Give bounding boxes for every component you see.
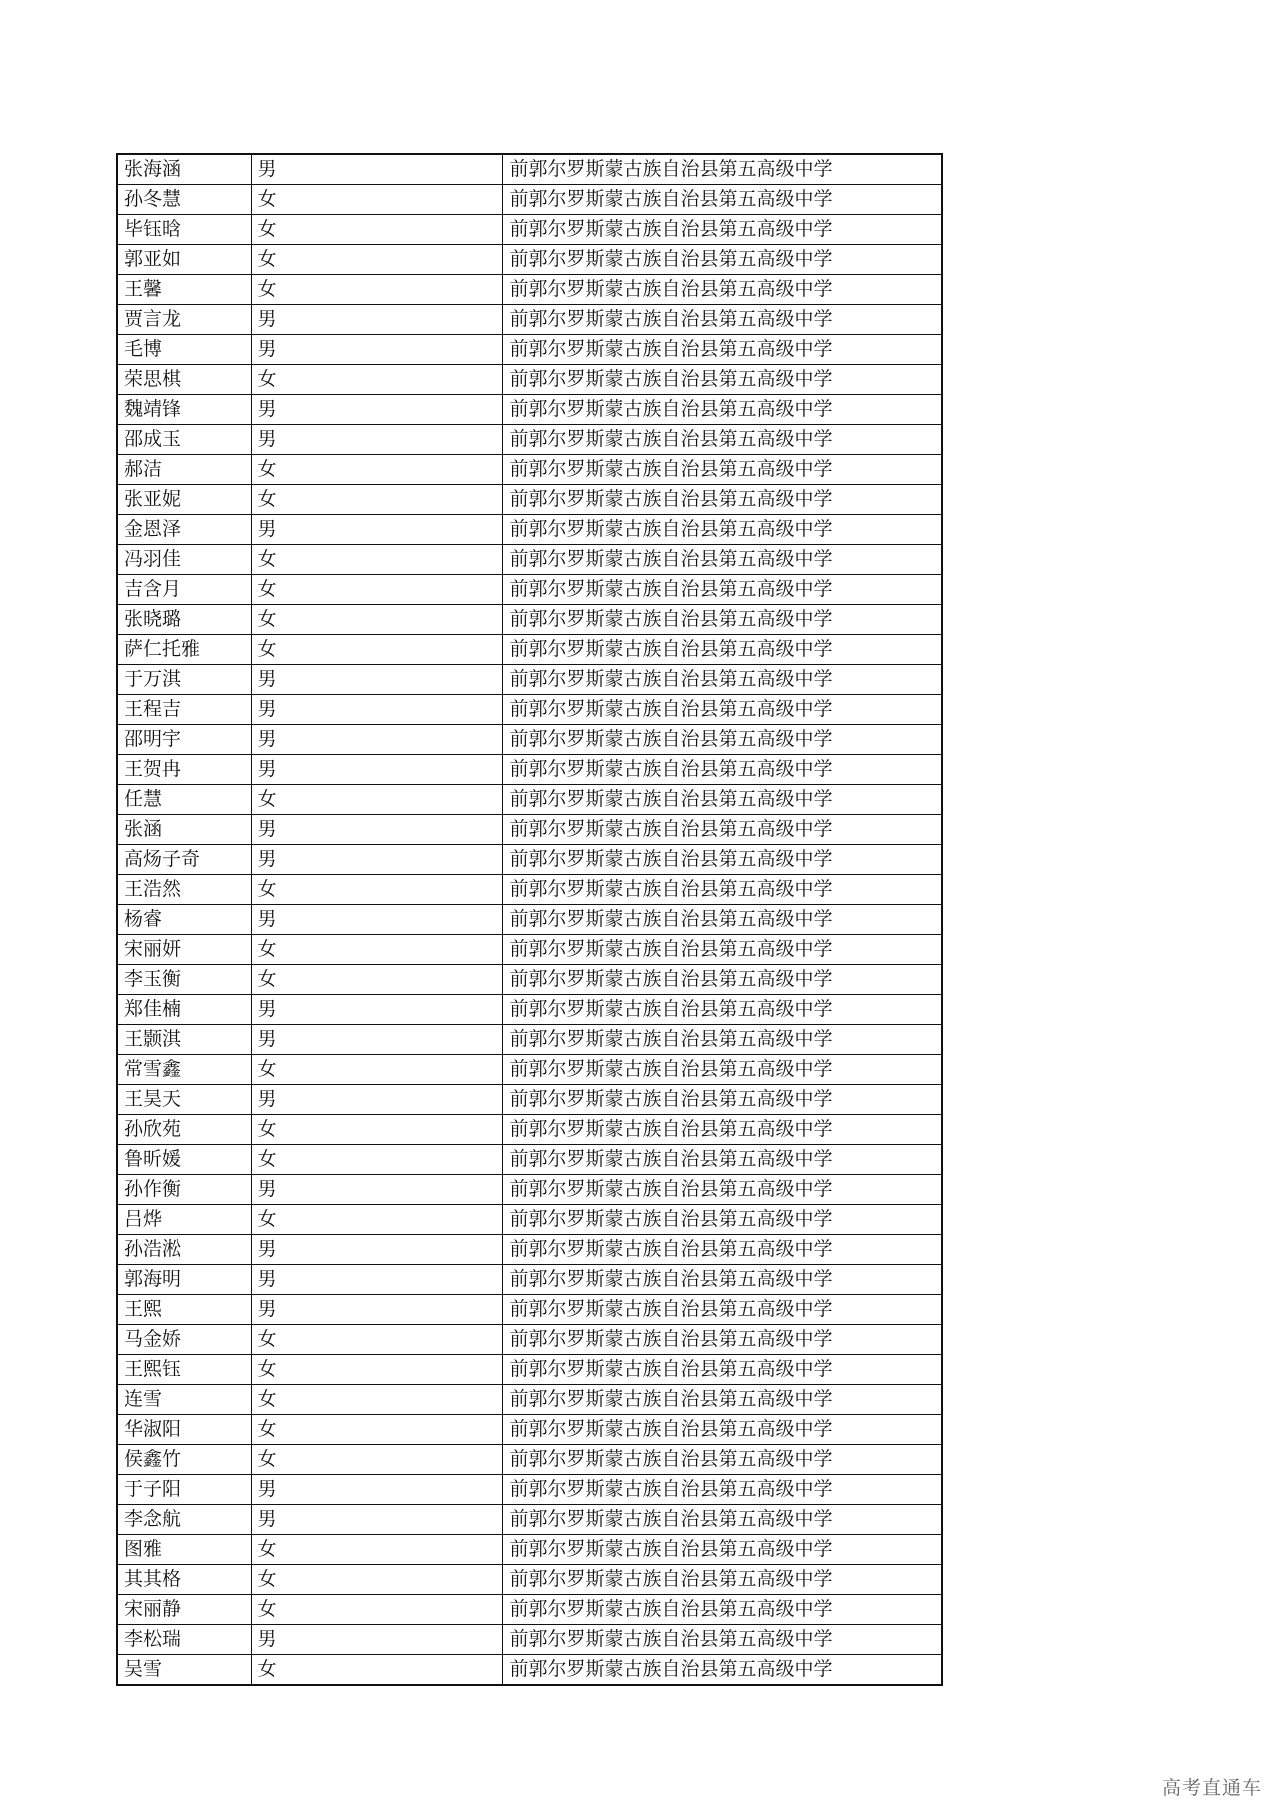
student-name-cell: 张海涵	[117, 154, 251, 185]
gender-cell: 女	[251, 1205, 502, 1235]
school-cell: 前郭尔罗斯蒙古族自治县第五高级中学	[502, 1535, 942, 1565]
school-cell: 前郭尔罗斯蒙古族自治县第五高级中学	[502, 485, 942, 515]
gender-cell: 女	[251, 1595, 502, 1625]
student-name-cell: 孙作衡	[117, 1175, 251, 1205]
school-cell: 前郭尔罗斯蒙古族自治县第五高级中学	[502, 905, 942, 935]
student-name-cell: 王馨	[117, 275, 251, 305]
table-row	[117, 905, 942, 935]
student-name-cell: 其其格	[117, 1565, 251, 1595]
gender-cell: 女	[251, 1535, 502, 1565]
student-name-cell: 宋丽妍	[117, 935, 251, 965]
table-row	[117, 1655, 942, 1686]
student-name-cell: 吕烨	[117, 1205, 251, 1235]
table-row	[117, 965, 942, 995]
table-row	[117, 1055, 942, 1085]
school-cell: 前郭尔罗斯蒙古族自治县第五高级中学	[502, 1145, 942, 1175]
table-row	[117, 1445, 942, 1475]
gender-cell: 男	[251, 665, 502, 695]
gender-cell: 女	[251, 1145, 502, 1175]
gender-cell: 女	[251, 485, 502, 515]
table-row	[117, 245, 942, 275]
table-row	[117, 425, 942, 455]
student-name-cell: 吉含月	[117, 575, 251, 605]
school-cell: 前郭尔罗斯蒙古族自治县第五高级中学	[502, 1325, 942, 1355]
gender-cell: 女	[251, 575, 502, 605]
table-row	[117, 455, 942, 485]
school-cell: 前郭尔罗斯蒙古族自治县第五高级中学	[502, 935, 942, 965]
table-row	[117, 1505, 942, 1535]
gender-cell: 女	[251, 1385, 502, 1415]
gender-cell: 女	[251, 1055, 502, 1085]
student-name-cell: 李松瑞	[117, 1625, 251, 1655]
student-name-cell: 杨睿	[117, 905, 251, 935]
school-cell: 前郭尔罗斯蒙古族自治县第五高级中学	[502, 665, 942, 695]
school-cell: 前郭尔罗斯蒙古族自治县第五高级中学	[502, 1445, 942, 1475]
school-cell: 前郭尔罗斯蒙古族自治县第五高级中学	[502, 154, 942, 185]
gender-cell: 男	[251, 845, 502, 875]
table-row	[117, 1625, 942, 1655]
gender-cell: 男	[251, 335, 502, 365]
school-cell: 前郭尔罗斯蒙古族自治县第五高级中学	[502, 725, 942, 755]
table-row	[117, 335, 942, 365]
gender-cell: 女	[251, 1655, 502, 1686]
table-row	[117, 815, 942, 845]
gender-cell: 男	[251, 995, 502, 1025]
school-cell: 前郭尔罗斯蒙古族自治县第五高级中学	[502, 635, 942, 665]
gender-cell: 男	[251, 1235, 502, 1265]
gender-cell: 男	[251, 1265, 502, 1295]
student-name-cell: 宋丽静	[117, 1595, 251, 1625]
gender-cell: 女	[251, 1115, 502, 1145]
school-cell: 前郭尔罗斯蒙古族自治县第五高级中学	[502, 455, 942, 485]
gender-cell: 男	[251, 515, 502, 545]
school-cell: 前郭尔罗斯蒙古族自治县第五高级中学	[502, 1295, 942, 1325]
school-cell: 前郭尔罗斯蒙古族自治县第五高级中学	[502, 425, 942, 455]
student-name-cell: 王贺冉	[117, 755, 251, 785]
table-row	[117, 1235, 942, 1265]
school-cell: 前郭尔罗斯蒙古族自治县第五高级中学	[502, 545, 942, 575]
gender-cell: 女	[251, 455, 502, 485]
school-cell: 前郭尔罗斯蒙古族自治县第五高级中学	[502, 1355, 942, 1385]
gender-cell: 女	[251, 275, 502, 305]
school-cell: 前郭尔罗斯蒙古族自治县第五高级中学	[502, 275, 942, 305]
table-row	[117, 395, 942, 425]
table-row	[117, 1535, 942, 1565]
table-row	[117, 485, 942, 515]
gender-cell: 女	[251, 1565, 502, 1595]
student-name-cell: 常雪鑫	[117, 1055, 251, 1085]
school-cell: 前郭尔罗斯蒙古族自治县第五高级中学	[502, 1175, 942, 1205]
student-name-cell: 王熙	[117, 1295, 251, 1325]
gender-cell: 男	[251, 1505, 502, 1535]
school-cell: 前郭尔罗斯蒙古族自治县第五高级中学	[502, 695, 942, 725]
gender-cell: 女	[251, 785, 502, 815]
table-row	[117, 665, 942, 695]
gender-cell: 女	[251, 1415, 502, 1445]
table-row	[117, 875, 942, 905]
gender-cell: 女	[251, 245, 502, 275]
roster-table	[116, 153, 943, 1686]
gender-cell: 男	[251, 1175, 502, 1205]
school-cell: 前郭尔罗斯蒙古族自治县第五高级中学	[502, 1085, 942, 1115]
school-cell: 前郭尔罗斯蒙古族自治县第五高级中学	[502, 245, 942, 275]
gender-cell: 男	[251, 1625, 502, 1655]
gender-cell: 男	[251, 815, 502, 845]
gender-cell: 男	[251, 1025, 502, 1055]
table-row	[117, 275, 942, 305]
table-row	[117, 575, 942, 605]
gender-cell: 男	[251, 1475, 502, 1505]
gender-cell: 女	[251, 605, 502, 635]
school-cell: 前郭尔罗斯蒙古族自治县第五高级中学	[502, 815, 942, 845]
student-name-cell: 王颢淇	[117, 1025, 251, 1055]
table-row	[117, 215, 942, 245]
table-row	[117, 635, 942, 665]
gender-cell: 男	[251, 755, 502, 785]
watermark-text: 高考直通车	[1161, 1777, 1262, 1799]
school-cell: 前郭尔罗斯蒙古族自治县第五高级中学	[502, 1595, 942, 1625]
school-cell: 前郭尔罗斯蒙古族自治县第五高级中学	[502, 515, 942, 545]
school-cell: 前郭尔罗斯蒙古族自治县第五高级中学	[502, 1625, 942, 1655]
student-name-cell: 吴雪	[117, 1655, 251, 1686]
table-row	[117, 154, 942, 185]
student-name-cell: 孙欣苑	[117, 1115, 251, 1145]
school-cell: 前郭尔罗斯蒙古族自治县第五高级中学	[502, 845, 942, 875]
gender-cell: 女	[251, 215, 502, 245]
student-name-cell: 孙冬慧	[117, 185, 251, 215]
school-cell: 前郭尔罗斯蒙古族自治县第五高级中学	[502, 1265, 942, 1295]
gender-cell: 男	[251, 395, 502, 425]
school-cell: 前郭尔罗斯蒙古族自治县第五高级中学	[502, 965, 942, 995]
table-row	[117, 1175, 942, 1205]
table-row	[117, 1385, 942, 1415]
table-row	[117, 515, 942, 545]
table-row	[117, 725, 942, 755]
gender-cell: 女	[251, 935, 502, 965]
student-name-cell: 冯羽佳	[117, 545, 251, 575]
student-name-cell: 荣思棋	[117, 365, 251, 395]
student-name-cell: 图雅	[117, 1535, 251, 1565]
school-cell: 前郭尔罗斯蒙古族自治县第五高级中学	[502, 1205, 942, 1235]
gender-cell: 女	[251, 875, 502, 905]
student-name-cell: 孙浩淞	[117, 1235, 251, 1265]
table-row	[117, 365, 942, 395]
table-row	[117, 755, 942, 785]
student-name-cell: 王程吉	[117, 695, 251, 725]
student-name-cell: 张晓璐	[117, 605, 251, 635]
school-cell: 前郭尔罗斯蒙古族自治县第五高级中学	[502, 1055, 942, 1085]
school-cell: 前郭尔罗斯蒙古族自治县第五高级中学	[502, 755, 942, 785]
school-cell: 前郭尔罗斯蒙古族自治县第五高级中学	[502, 1415, 942, 1445]
table-row	[117, 1295, 942, 1325]
table-row	[117, 1115, 942, 1145]
gender-cell: 女	[251, 1445, 502, 1475]
table-row	[117, 305, 942, 335]
table-row	[117, 845, 942, 875]
gender-cell: 女	[251, 185, 502, 215]
school-cell: 前郭尔罗斯蒙古族自治县第五高级中学	[502, 875, 942, 905]
student-name-cell: 于子阳	[117, 1475, 251, 1505]
gender-cell: 男	[251, 154, 502, 185]
student-name-cell: 毛博	[117, 335, 251, 365]
school-cell: 前郭尔罗斯蒙古族自治县第五高级中学	[502, 605, 942, 635]
table-row	[117, 785, 942, 815]
student-name-cell: 张涵	[117, 815, 251, 845]
school-cell: 前郭尔罗斯蒙古族自治县第五高级中学	[502, 995, 942, 1025]
gender-cell: 男	[251, 905, 502, 935]
student-name-cell: 金恩泽	[117, 515, 251, 545]
gender-cell: 男	[251, 425, 502, 455]
school-cell: 前郭尔罗斯蒙古族自治县第五高级中学	[502, 1565, 942, 1595]
student-name-cell: 萨仁托雅	[117, 635, 251, 665]
student-name-cell: 郑佳楠	[117, 995, 251, 1025]
table-row	[117, 1415, 942, 1445]
table-row	[117, 545, 942, 575]
table-row	[117, 935, 942, 965]
school-cell: 前郭尔罗斯蒙古族自治县第五高级中学	[502, 1655, 942, 1686]
table-row	[117, 185, 942, 215]
student-name-cell: 华淑阳	[117, 1415, 251, 1445]
school-cell: 前郭尔罗斯蒙古族自治县第五高级中学	[502, 335, 942, 365]
school-cell: 前郭尔罗斯蒙古族自治县第五高级中学	[502, 785, 942, 815]
gender-cell: 女	[251, 545, 502, 575]
table-row	[117, 1355, 942, 1385]
student-name-cell: 侯鑫竹	[117, 1445, 251, 1475]
student-name-cell: 张亚妮	[117, 485, 251, 515]
gender-cell: 女	[251, 1355, 502, 1385]
student-name-cell: 郝洁	[117, 455, 251, 485]
student-name-cell: 高炀子奇	[117, 845, 251, 875]
student-name-cell: 贾言龙	[117, 305, 251, 335]
student-name-cell: 王昊天	[117, 1085, 251, 1115]
table-row	[117, 1025, 942, 1055]
table-row	[117, 1145, 942, 1175]
table-row	[117, 695, 942, 725]
school-cell: 前郭尔罗斯蒙古族自治县第五高级中学	[502, 395, 942, 425]
table-row	[117, 995, 942, 1025]
gender-cell: 男	[251, 1085, 502, 1115]
table-row	[117, 1565, 942, 1595]
table-row	[117, 1325, 942, 1355]
gender-cell: 男	[251, 305, 502, 335]
school-cell: 前郭尔罗斯蒙古族自治县第五高级中学	[502, 1475, 942, 1505]
table-row	[117, 1085, 942, 1115]
table-row	[117, 1475, 942, 1505]
gender-cell: 男	[251, 725, 502, 755]
student-name-cell: 邵成玉	[117, 425, 251, 455]
gender-cell: 男	[251, 695, 502, 725]
student-name-cell: 邵明宇	[117, 725, 251, 755]
school-cell: 前郭尔罗斯蒙古族自治县第五高级中学	[502, 365, 942, 395]
student-name-cell: 于万淇	[117, 665, 251, 695]
school-cell: 前郭尔罗斯蒙古族自治县第五高级中学	[502, 1385, 942, 1415]
table-row	[117, 1595, 942, 1625]
student-name-cell: 毕钰晗	[117, 215, 251, 245]
student-name-cell: 王熙钰	[117, 1355, 251, 1385]
table-row	[117, 1265, 942, 1295]
school-cell: 前郭尔罗斯蒙古族自治县第五高级中学	[502, 215, 942, 245]
school-cell: 前郭尔罗斯蒙古族自治县第五高级中学	[502, 185, 942, 215]
student-name-cell: 郭亚如	[117, 245, 251, 275]
student-name-cell: 鲁昕媛	[117, 1145, 251, 1175]
roster-body	[117, 154, 942, 1685]
gender-cell: 女	[251, 635, 502, 665]
student-name-cell: 连雪	[117, 1385, 251, 1415]
student-name-cell: 郭海明	[117, 1265, 251, 1295]
student-name-cell: 李玉衡	[117, 965, 251, 995]
gender-cell: 女	[251, 1325, 502, 1355]
school-cell: 前郭尔罗斯蒙古族自治县第五高级中学	[502, 1505, 942, 1535]
student-name-cell: 魏靖锋	[117, 395, 251, 425]
student-name-cell: 李念航	[117, 1505, 251, 1535]
student-name-cell: 马金娇	[117, 1325, 251, 1355]
school-cell: 前郭尔罗斯蒙古族自治县第五高级中学	[502, 305, 942, 335]
table-row	[117, 1205, 942, 1235]
school-cell: 前郭尔罗斯蒙古族自治县第五高级中学	[502, 1115, 942, 1145]
student-name-cell: 任慧	[117, 785, 251, 815]
school-cell: 前郭尔罗斯蒙古族自治县第五高级中学	[502, 575, 942, 605]
student-name-cell: 王浩然	[117, 875, 251, 905]
school-cell: 前郭尔罗斯蒙古族自治县第五高级中学	[502, 1235, 942, 1265]
gender-cell: 男	[251, 1295, 502, 1325]
gender-cell: 女	[251, 365, 502, 395]
school-cell: 前郭尔罗斯蒙古族自治县第五高级中学	[502, 1025, 942, 1055]
table-row	[117, 605, 942, 635]
gender-cell: 女	[251, 965, 502, 995]
